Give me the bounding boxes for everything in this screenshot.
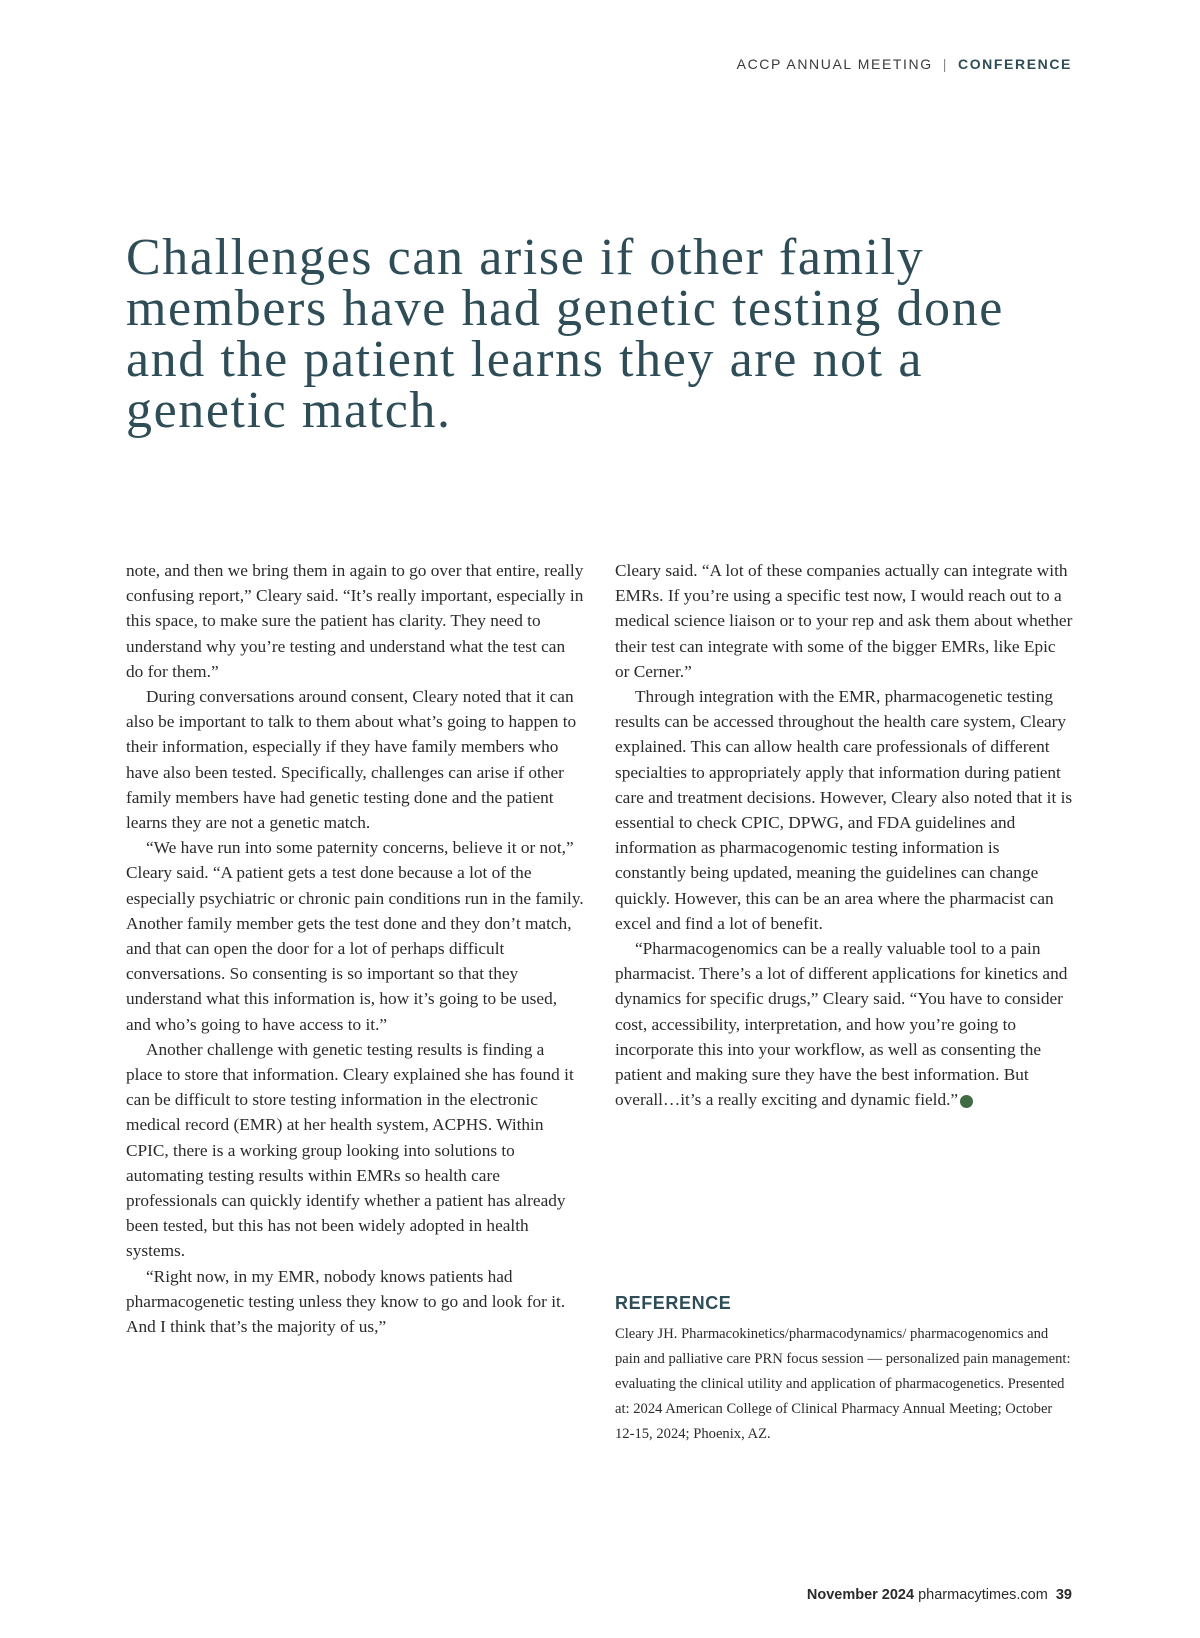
paragraph-final [615, 936, 1073, 1112]
publication-name: ACCP ANNUAL MEETING [736, 56, 933, 72]
footer-issue-date: November 2024 [806, 1587, 915, 1603]
section-name: CONFERENCE [957, 56, 1072, 72]
paragraph: “Right now, in my EMR, nobody knows patients had pharmacogenetic testing unless they know to go and look for it. And I think that’s the majority of us,” [126, 1266, 566, 1337]
reference-text: Cleary JH. Pharmacokinetics/pharmacodynamics/ pharmacogenomics and pain and palliative care PRN focus session — personalized pain management: evaluating the clinical utility and application of pharmacogenetics. Presented at: 2024 American College of Clinical Pharmacy Annual Meeting; October 12-15, 2024; Phoenix, AZ. [615, 1326, 1071, 1442]
footer-website: pharmacytimes.com [918, 1587, 1048, 1603]
reference-heading: REFERENCE [615, 1293, 732, 1313]
page-footer [807, 1587, 1072, 1603]
end-mark-icon: P [960, 1095, 973, 1108]
paragraph: During conversations around consent, Cleary noted that it can also be important to talk to them about what’s going to happen to their information, especially if they have family members who have also been tested. Specifically, challenges can arise if other family members have had genetic testing done and the patient learns they are not a genetic match. [126, 687, 577, 833]
pull-quote: Challenges can arise if other family members have had genetic testing done and the patient learns they are not a genetic match. [126, 229, 1004, 439]
paragraph: Through integration with the EMR, pharmacogenetic testing results can be accessed throughout the health care system, Cleary explained. This can allow health care professionals of different specialties to appropriately apply that information during patient care and treatment decisions. However, Cleary also noted that it is essential to check CPIC, DPWG, and FDA guidelines and information as pharmacogenomic testing information is constantly being updated, meaning the guidelines can change quickly. However, this can be an area where the pharmacist can excel and find a lot of benefit. [615, 687, 1073, 933]
article-column-right [615, 558, 1073, 1112]
paragraph-text: “Pharmacogenomics can be a really valuable tool to a pain pharmacist. There’s a lot of different applications for kinetics and dynamics for specific drugs,” Cleary said. “You have to consider cost, accessibility, interpretation, and how you’re going to incorporate this into your workflow, as well as consenting the patient and making sure they have the best information. But overall…it’s a really exciting and dynamic field.” [615, 939, 1068, 1110]
paragraph: “We have run into some paternity concerns, believe it or not,” Cleary said. “A patient gets a test done because a lot of the especially psychiatric or chronic pain conditions run in the family. Another family member gets the test done and they don’t match, and that can open the door for a lot of perhaps difficult conversations. So consenting is so important so that they understand what this information is, how it’s going to be used, and who’s going to have access to it.” [126, 838, 584, 1034]
paragraph: Cleary said. “A lot of these companies actually can integrate with EMRs. If you’re using a specific test now, I would reach out to a medical science liaison or to your rep and ask them about whether their test can integrate with some of the bigger EMRs, like Epic or Cerner.” [615, 561, 1073, 681]
running-header [737, 56, 1072, 72]
paragraph: Another challenge with genetic testing results is finding a place to store that information. Cleary explained she has found it can be difficult to store testing information in the electronic medical record (EMR) at her health system, ACPHS. Within CPIC, there is a working group looking into solutions to automating testing results within EMRs so health care professionals can quickly identify whether a patient has already been tested, but this has not been widely adopted in health systems. [126, 1039, 574, 1261]
article-column-left [126, 558, 584, 1339]
header-separator: | [942, 56, 948, 72]
page-number: 39 [1055, 1587, 1072, 1603]
paragraph: note, and then we bring them in again to go over that entire, really confusing report,” Cleary said. “It’s really important, especially in this space, to make sure the patient has clarity. They need to understand why you’re testing and understand what the test can do for them.” [126, 561, 584, 681]
